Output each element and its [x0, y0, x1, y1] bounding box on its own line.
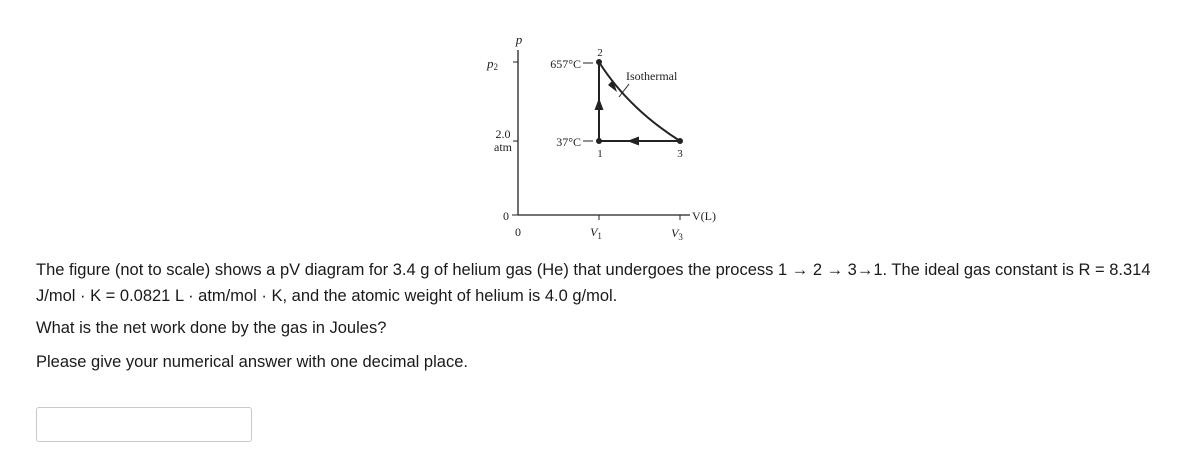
state-point-3 [677, 138, 683, 144]
v-axis-label: V(L) [692, 209, 716, 223]
p-axis-label: p [515, 32, 523, 47]
v-zero-label: 0 [515, 225, 521, 239]
point-2-label: 2 [597, 47, 603, 59]
arrow-up-icon [595, 98, 604, 110]
arrow-left-icon [627, 137, 639, 146]
state-point-1 [596, 138, 602, 144]
question-statement: The figure (not to scale) shows a pV diagram for 3.4 g of helium gas (He) that undergoes the process 1 → 2 → 3→1. The ideal gas constant is R = 8.314 J/mol · K = 0.0821 L · atm/mol · K, and the atomic weight of helium is 4.0 g/mol. [36, 261, 1151, 305]
point-1-label: 1 [597, 148, 603, 160]
point-3-label: 3 [677, 148, 683, 160]
isothermal-label: Isothermal [626, 69, 678, 83]
state-point-2 [596, 59, 602, 65]
p-zero-label: 0 [503, 209, 509, 223]
v3-label: $V_3$ [671, 226, 683, 242]
question-prompt: What is the net work done by the gas in Joules? [36, 319, 387, 337]
answer-instructions: Please give your numerical answer with one decimal place. [36, 353, 468, 371]
p-2atm-label-value: 2.0 [495, 127, 511, 141]
v1-label: $V_1$ [590, 225, 602, 241]
p2-tick-label: p2 [487, 56, 498, 72]
temp-low-label: 37°C [556, 135, 581, 149]
p-2atm-label-unit: atm [494, 140, 512, 154]
answer-input[interactable] [36, 407, 252, 442]
temp-high-label: 657°C [550, 57, 581, 71]
